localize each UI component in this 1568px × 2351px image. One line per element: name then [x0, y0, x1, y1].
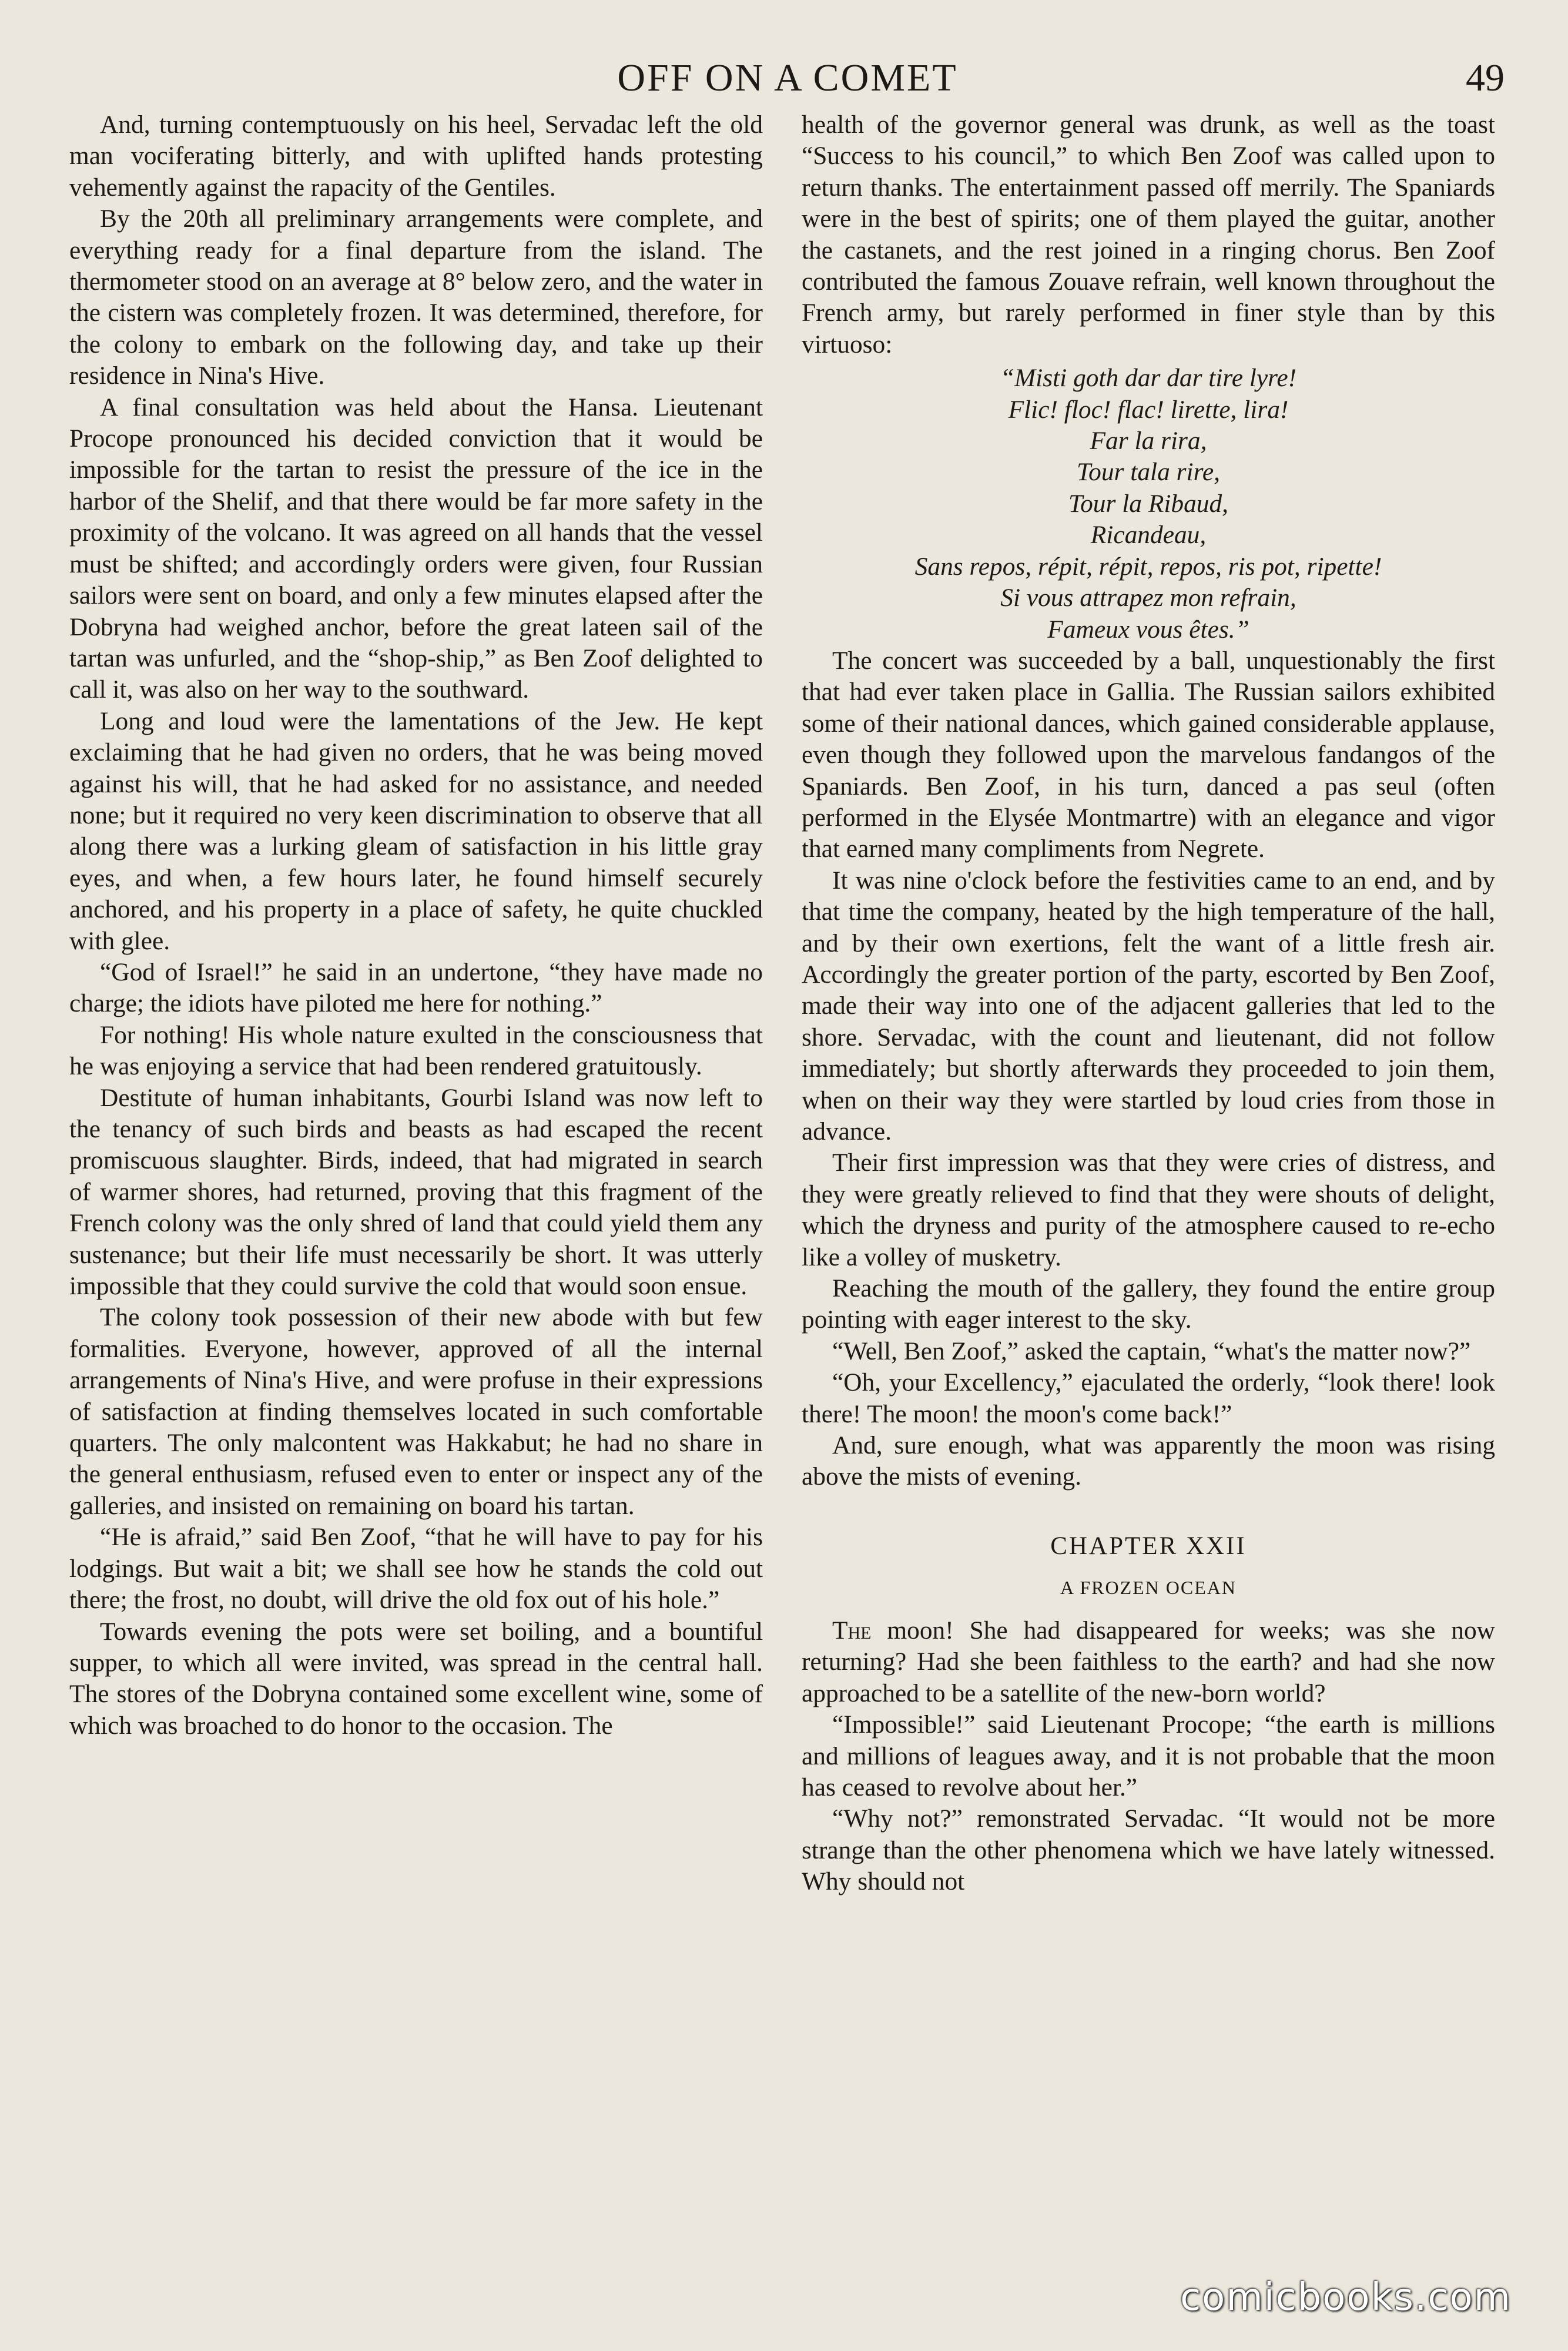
verse-line: Ricandeau, [1090, 521, 1207, 550]
verse-line: Far la rira, [1090, 427, 1207, 456]
chapter-subtitle: A FROZEN OCEAN [1060, 1576, 1237, 1598]
verse-line: Sans repos, répit, répit, repos, ris pot, ripette! [914, 552, 1382, 581]
paragraph: Reaching the mouth of the gallery, they found the entire group pointing with eager interest to the sky. [802, 1274, 1495, 1334]
paragraph: “Impossible!” said Lieutenant Procope; “the earth is millions and millions of leagues away, and it is not probable that the moon has ceased to revolve about her.” [802, 1710, 1495, 1801]
right-column [802, 109, 1495, 1898]
paragraph: It was nine o'clock before the festivities came to an end, and by that time the company, heated by the high temperature of the hall, and by their own exertions, felt the want of a little fresh air. Accordingly the greater portion of the party, escorted by Ben Zoof, made their way into one of the adjacent galleries that led to the shore. Servadac, with the count and lieutenant, did not follow immediately; but shortly afterwards they proceeded to join them, when on their way they were startled by loud cries from those in advance. [802, 866, 1495, 1146]
page-number: 49 [1466, 56, 1505, 99]
paragraph: “Why not?” remonstrated Servadac. “It would not be more strange than the other phenomena which we have lately witnessed. Why should not [802, 1804, 1495, 1896]
paragraph: Destitute of human inhabitants, Gourbi Island was now left to the tenancy of such birds and beasts as had escaped the recent promiscuous slaughter. Birds, indeed, that had migrated in search of warmer shores, had returned, proving that this fragment of the French colony was the only shred of land that could yield them any sustenance; but their life must necessarily be short. It was utterly impossible that they could survive the cold that would soon ensue. [69, 1083, 763, 1301]
paragraph: “Oh, your Excellency,” ejaculated the orderly, “look there! look there! The moon! the moon's come back!” [802, 1368, 1495, 1428]
verse-line: “Misti goth dar dar tire lyre! [1000, 364, 1297, 393]
paragraph: And, turning contemptuously on his heel, Servadac left the old man vociferating bitterly, and with uplifted hands protesting vehemently against the rapacity of the Gentiles. [69, 110, 763, 202]
running-head: OFF ON A COMET [617, 56, 958, 99]
paragraph: And, sure enough, what was apparently the moon was rising above the mists of evening. [802, 1431, 1495, 1491]
paragraph: A final consultation was held about the Hansa. Lieutenant Procope pronounced his decided conviction that it would be impossible for the tartan to resist the pressure of the ice in the harbor of the Shelif, and that there would be far more safety in the proximity of the volcano. It was agreed on all hands that the vessel must be shifted; and accordingly orders were given, four Russian sailors were sent on board, and only a few minutes elapsed after the Dobryna had weighed anchor, before the great lateen sail of the tartan was unfurled, and the “shop-ship,” as Ben Zoof delighted to call it, was also on her way to the southward. [69, 393, 763, 704]
left-column [69, 109, 763, 1742]
paragraph: “God of Israel!” he said in an undertone, “they have made no charge; the idiots have piloted me here for nothing.” [69, 957, 763, 1018]
paragraph: Their first impression was that they were cries of distress, and they were greatly relieved to find that they were shouts of delight, which the dryness and purity of the atmosphere caused to re-echo like a volley of musketry. [802, 1148, 1495, 1271]
paragraph: Towards evening the pots were set boiling, and a bountiful supper, to which all were invited, was spread in the central hall. The stores of the Dobryna contained some excellent wine, some of which was broached to do honor to the occasion. The [69, 1617, 763, 1740]
paragraph: By the 20th all preliminary arrangements were complete, and everything ready for a final departure from the island. The thermometer stood on an average at 8° below zero, and the water in the cistern was completely frozen. It was determined, therefore, for the colony to embark on the following day, and take up their residence in Nina's Hive. [69, 205, 763, 390]
paragraph [802, 1615, 1495, 1709]
verse-line: Si vous attrapez mon refrain, [1000, 584, 1296, 612]
chapter-heading: CHAPTER XXII [1050, 1532, 1247, 1560]
watermark: comicbooks.com [1180, 2276, 1512, 2319]
verse-line: Fameux vous êtes.” [1047, 615, 1249, 644]
paragraph: “He is afraid,” said Ben Zoof, “that he will have to pay for his lodgings. But wait a bit; we shall see how he stands the cold out there; the frost, no doubt, will drive the old fox out of his hole.” [69, 1523, 763, 1615]
chapter-opening-word: The [832, 1616, 872, 1645]
paragraph: The colony took possession of their new abode with but few formalities. Everyone, however, approved of all the internal arrangements of Nina's Hive, and were profuse in their expressions of satisfaction at finding themselves located in such comfortable quarters. The only malcontent was Hakkabut; he had no share in the general enthusiasm, refused even to enter or inspect any of the galleries, and insisted on remaining on board his tartan. [69, 1303, 763, 1520]
paragraph: “Well, Ben Zoof,” asked the captain, “what's the matter now?” [832, 1337, 1471, 1365]
page-header [71, 52, 1505, 105]
paragraph: For nothing! His whole nature exulted in the consciousness that he was enjoying a service that had been rendered gratuitously. [69, 1020, 763, 1081]
paragraph: Long and loud were the lamentations of the Jew. He kept exclaiming that he had given no orders, that he was being moved against his will, that he had asked for no assistance, and needed none; but it required no very keen discrimination to observe that all along there was a lurking gleam of satisfaction in his little gray eyes, and when, a few hours later, he found himself securely anchored, and his property in a place of safety, he quite chuckled with glee. [69, 706, 763, 955]
paragraph: health of the governor general was drunk, as well as the toast “Success to his council,” to which Ben Zoof was called upon to return thanks. The entertainment passed off merrily. The Spaniards were in the best of spirits; one of them played the guitar, another the castanets, and the rest joined in a ringing chorus. Ben Zoof contributed the famous Zouave refrain, well known throughout the French army, but rarely performed in finer style than by this virtuoso: [802, 110, 1495, 359]
paragraph-text: moon! She had disappeared for weeks; was she now returning? Had she been faithless to the earth? and had she now approached to be a satellite of the new-born world? [802, 1616, 1495, 1707]
verse-line: Tour tala rire, [1077, 458, 1220, 487]
paragraph: The concert was succeeded by a ball, unquestionably the first that had ever taken place in Gallia. The Russian sailors exhibited some of their national dances, which gained considerable applause, even though they followed upon the marvelous fandangos of the Spaniards. Ben Zoof, in his turn, danced a pas seul (often performed in the Elysée Montmartre) with an elegance and vigor that earned many compliments from Negrete. [802, 646, 1495, 863]
verse-line: Flic! floc! flac! lirette, lira! [1008, 395, 1289, 424]
song-verse [802, 363, 1495, 645]
verse-line: Tour la Ribaud, [1068, 489, 1229, 518]
